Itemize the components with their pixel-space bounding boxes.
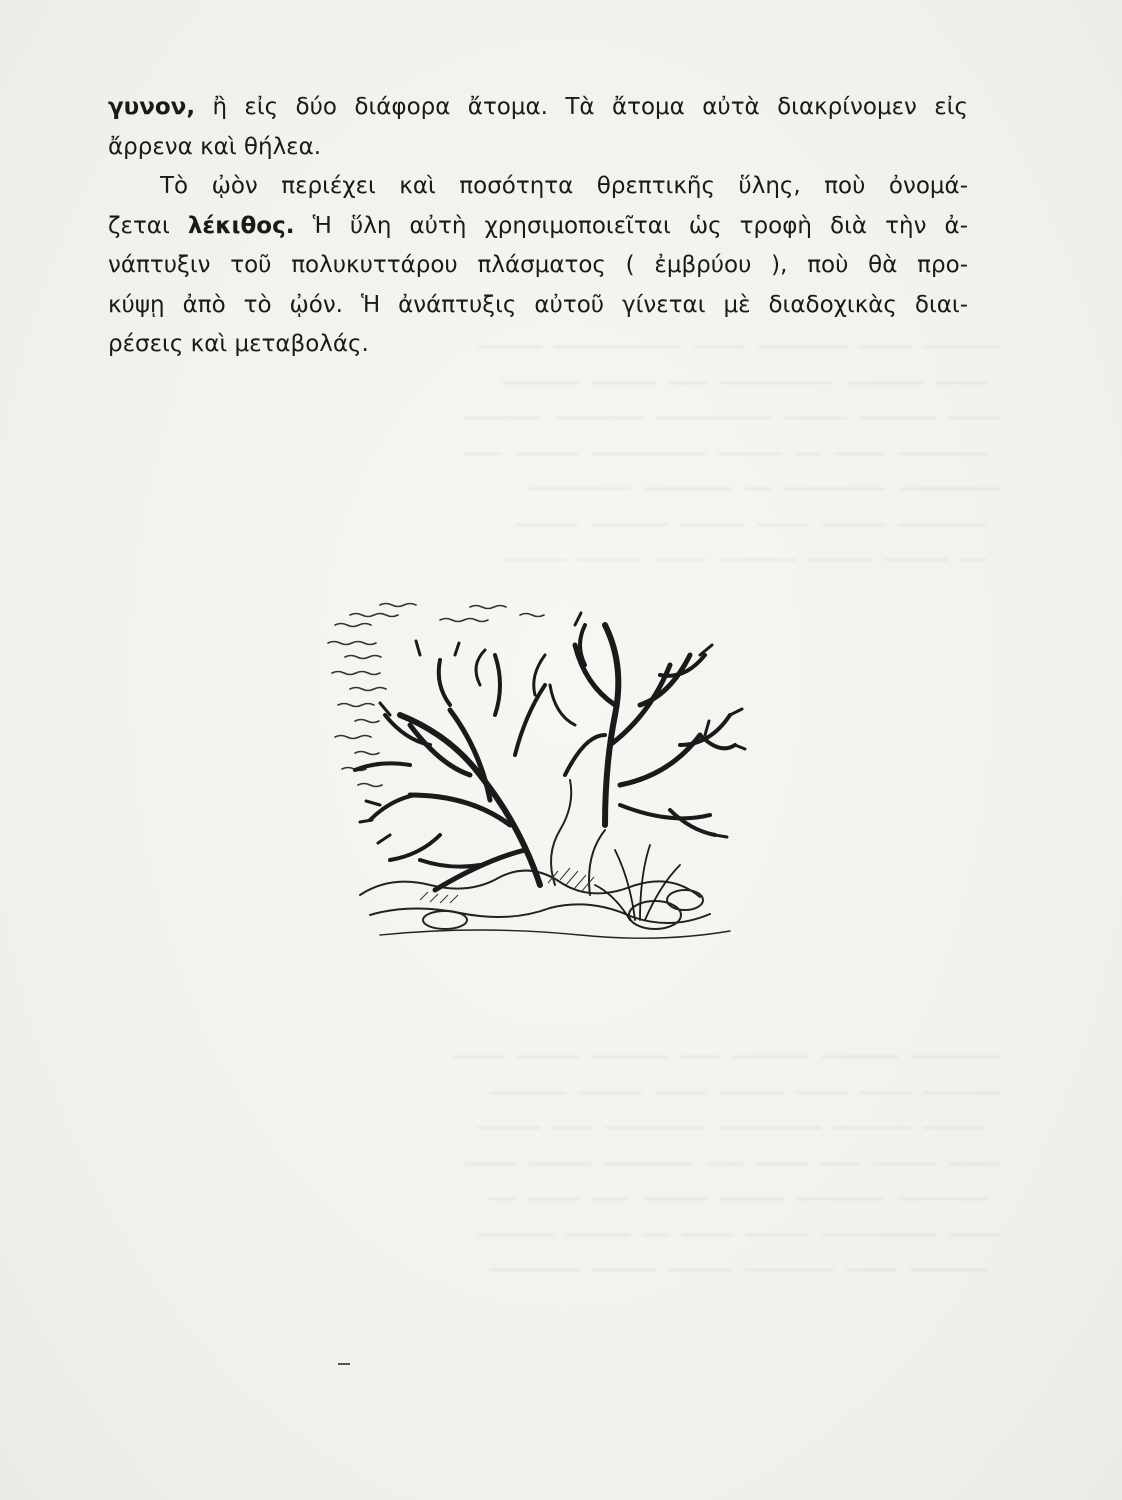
text-line: ρέσεις καὶ μεταβολάς. [108,331,369,357]
water-lines [328,604,544,787]
bleed-through-text-bottom: ─────── ────── ────── ─── ────── ───── ──── ────── ──── ──── ───── ──── ───── ────── ───── ────── ──────── ──────── ─── ───── ──── ───── ─── ──── ─── ─────── ───── ──── ─────── ─────── ───── ───── ─── ──── ── ──── ───────── ───── ──── ── ───── ────── ────── ──── ─────── ───── ───── ─────── [452,1045,1000,1282]
text-line: γυνον, ἢ εἰς δύο διάφορα ἄτομα. Τὰ ἄτομα αὐτὰ διακρίνομεν εἰς [108,94,968,120]
bleed-through-text-top: ────── ──── ─────── ──── ────────── ───── ──── ────── ───────── ─── ───── ────── ──── ────── ───── ───────── ─────── ────── ─────── ──── ── ───── ───────── ───── ─── ──────── ──────── ── ─────── ──────── ─────── ───── ──── ───── ────── ───── ── ───── ───── ────── ──── ───── ───── [464,335,1000,572]
right-coral [550,613,745,837]
coral-colony-drawing-icon [320,595,770,970]
page-mark [338,1363,350,1365]
body-text [108,88,968,365]
left-coral [355,641,545,890]
text-line: κύψῃ ἀπὸ τὸ ᾠόν. Ἡ ἀνάπτυξις αὐτοῦ γίνεται μὲ διαδοχικὰς διαι- [108,291,968,318]
paragraph-egg-yolk [108,167,968,365]
bold-term: γυνον, [108,94,196,120]
text-line: Τὸ ᾠὸν περιέχει καὶ ποσότητα θρεπτικῆς ὕλης, ποὺ ὀνομά- [160,173,968,199]
bold-term: λέκιθος. [187,212,295,239]
text-line: νάπτυξιν τοῦ πολυκυττάρου πλάσματος ( ἐμβρύου ), ποὺ θὰ προ- [108,252,968,278]
rock-base [360,780,730,938]
text-line: ἄρρενα καὶ θήλεα. [108,133,322,160]
text-line: ζεται λέκιθος. Ἡ ὕλη αὐτὴ χρησιμοποιεῖται ὡς τροφὴ διὰ τὴν ἀ- [108,212,969,239]
paragraph-continuation [108,88,968,167]
